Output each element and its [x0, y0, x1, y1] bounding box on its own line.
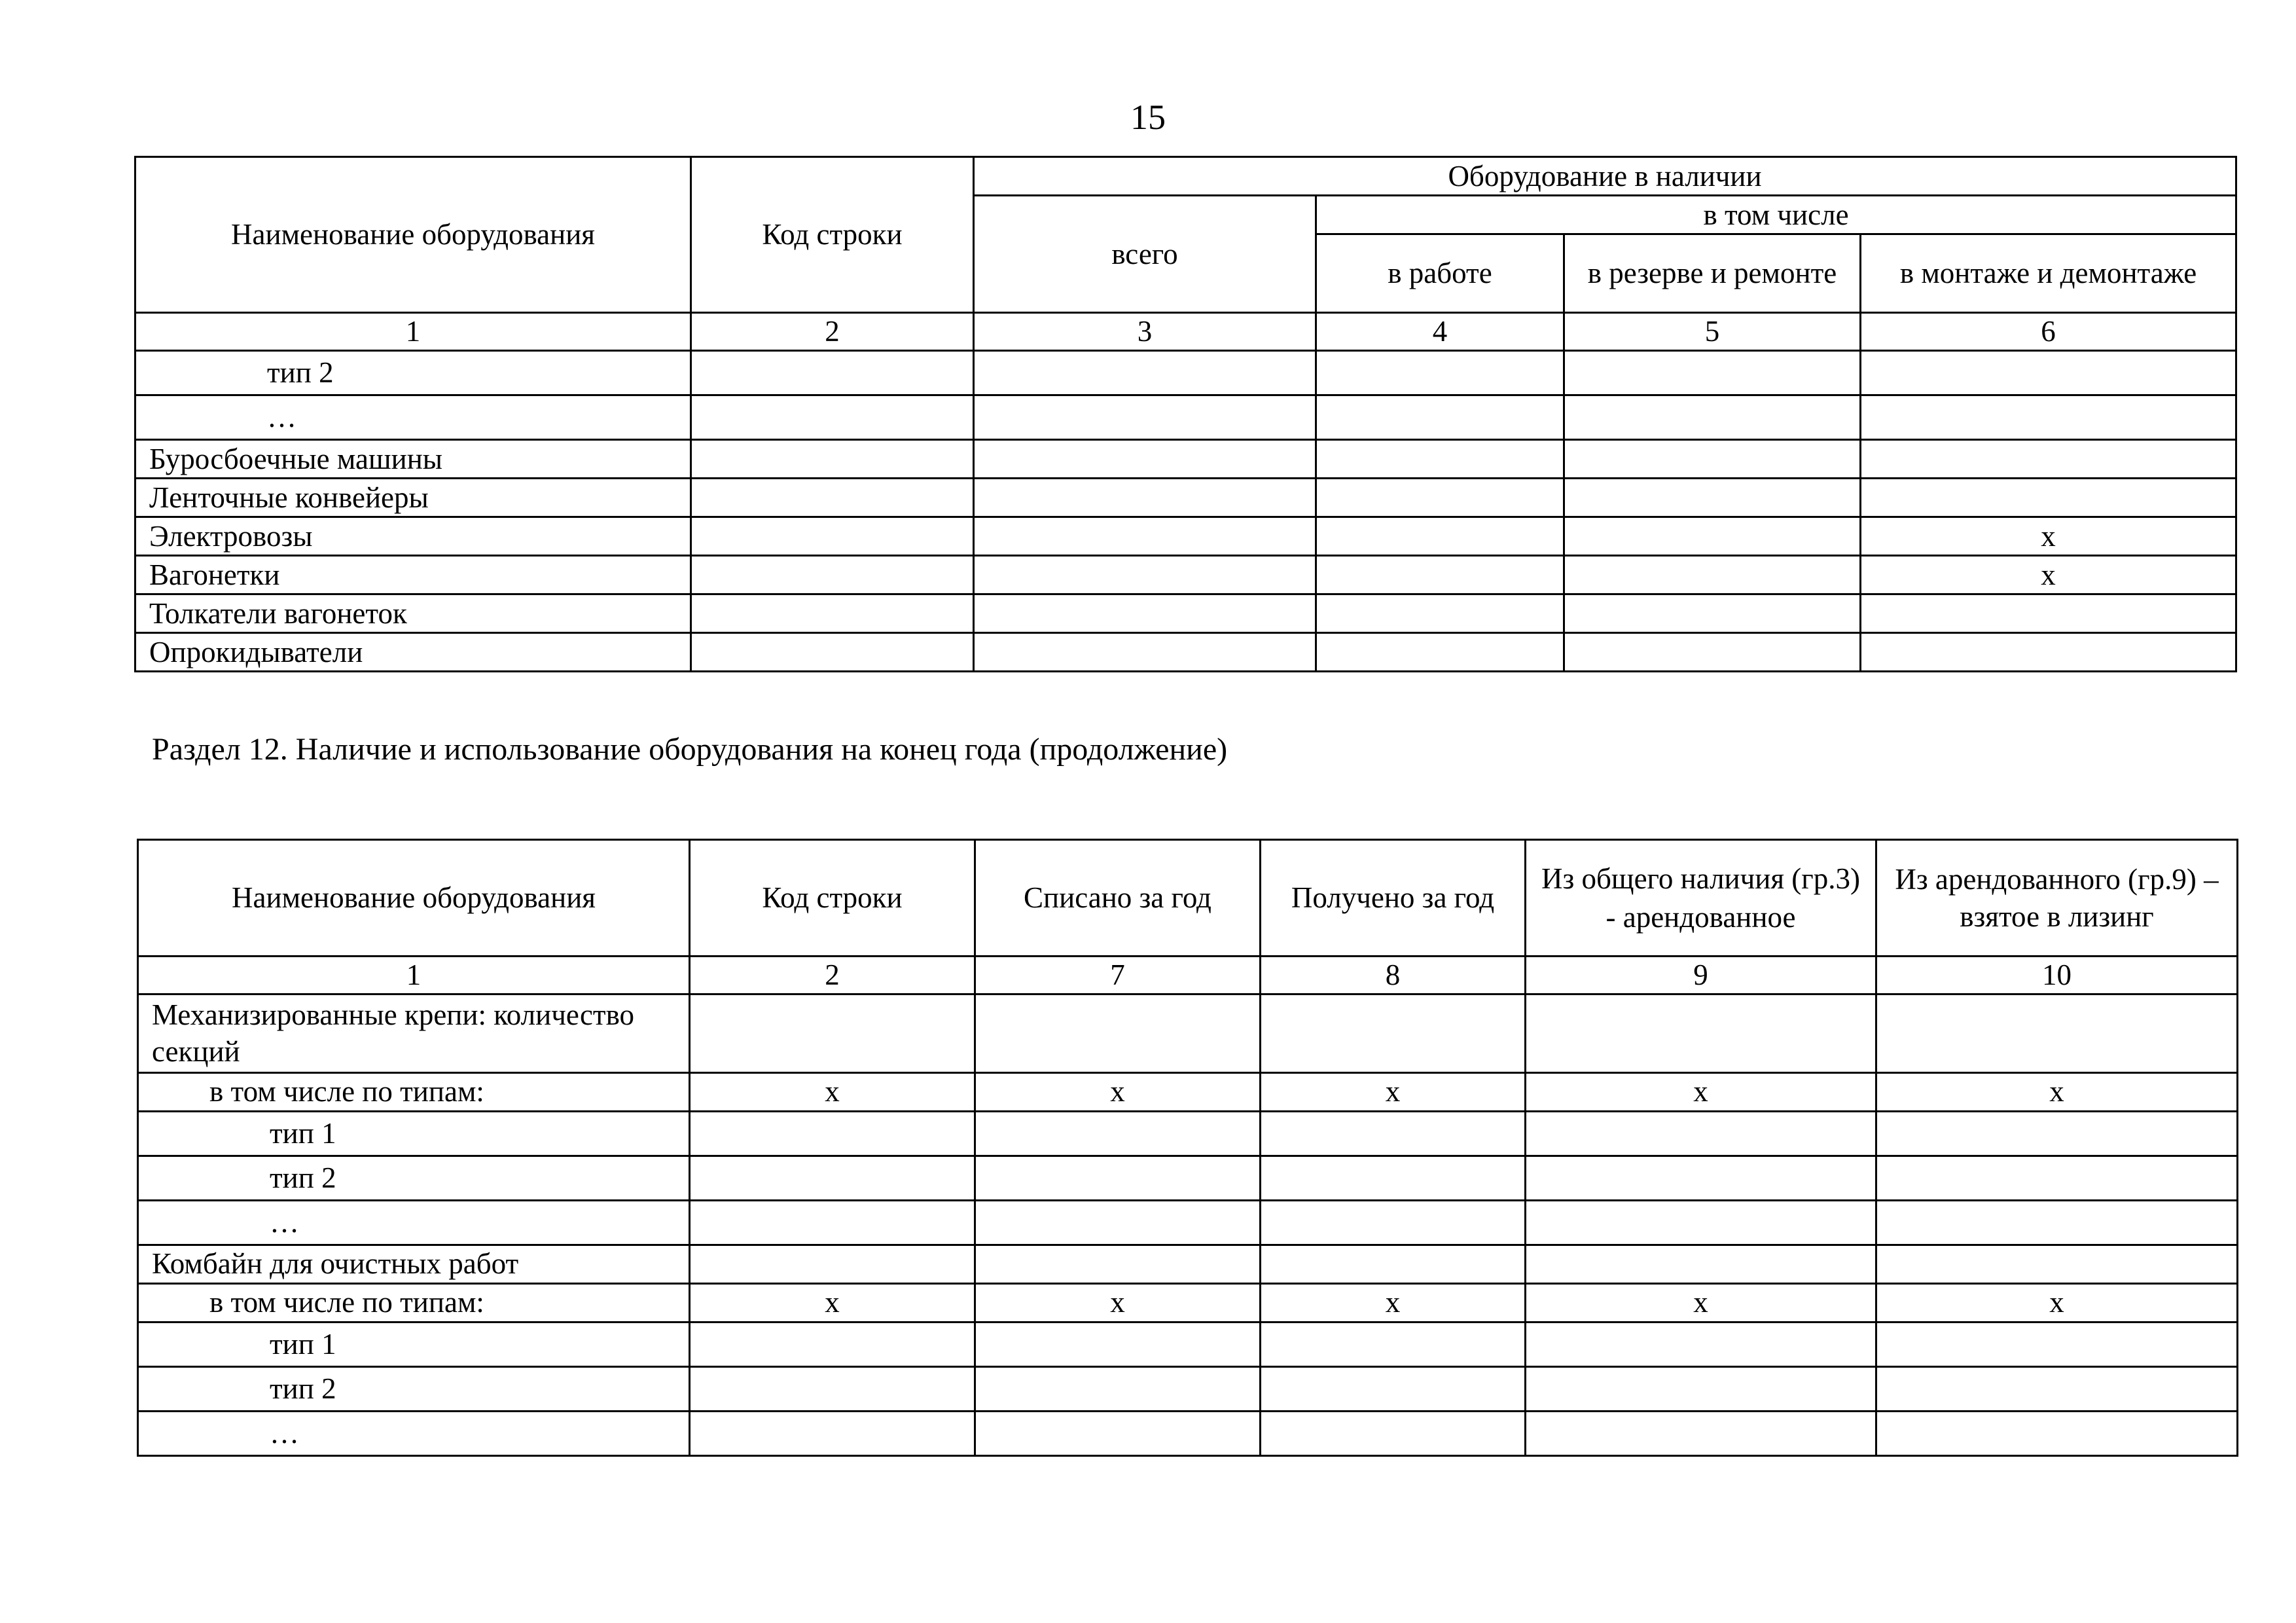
table-cell[interactable] [974, 351, 1316, 395]
table-row [138, 1366, 2238, 1411]
table-cell[interactable] [1564, 633, 1861, 672]
row-name: Комбайн для очистных работ [138, 1245, 690, 1283]
column-number: 1 [135, 313, 691, 351]
header-in-reserve-repair: в резерве и ремонте [1564, 234, 1861, 313]
row-name: Толкатели вагонеток [135, 594, 691, 633]
table-cell[interactable] [1526, 1322, 1876, 1366]
table-cell[interactable] [1876, 1366, 2238, 1411]
table-cell[interactable] [1261, 1245, 1526, 1283]
table-cell[interactable] [690, 1156, 975, 1200]
table-cell[interactable] [1316, 594, 1564, 633]
table-cell[interactable] [1526, 1200, 1876, 1245]
row-name: Механизированные крепи: количество секций [138, 994, 690, 1072]
header-received: Получено за год [1261, 840, 1526, 957]
table-cell[interactable] [1526, 1411, 1876, 1455]
table-cell[interactable] [975, 1411, 1261, 1455]
table-row [138, 1072, 2238, 1111]
equipment-usage-table [137, 839, 2238, 1457]
table-cell[interactable] [1526, 1111, 1876, 1156]
table-cell[interactable] [1261, 1156, 1526, 1200]
header-total: всего [974, 196, 1316, 313]
table-row [135, 479, 2236, 517]
header-in-assembly: в монтаже и демонтаже [1861, 234, 2236, 313]
column-number: 4 [1316, 313, 1564, 351]
header-leased: Из общего наличия (гр.3) - арендованное [1526, 840, 1876, 957]
table-row [135, 633, 2236, 672]
column-number: 1 [138, 957, 690, 994]
row-name: тип 1 [138, 1322, 690, 1366]
row-name: тип 2 [135, 351, 691, 395]
table-cell[interactable] [1526, 1156, 1876, 1200]
table-cell[interactable] [691, 517, 974, 556]
table-cell[interactable] [690, 1322, 975, 1366]
table-cell[interactable] [690, 1411, 975, 1455]
table-cell[interactable] [1316, 517, 1564, 556]
table-cell[interactable]: х [1876, 1283, 2238, 1322]
table-cell[interactable] [1564, 556, 1861, 594]
table-cell[interactable]: х [1526, 1072, 1876, 1111]
row-name: … [138, 1411, 690, 1455]
table-cell[interactable] [1526, 994, 1876, 1072]
row-name: в том числе по типам: [138, 1072, 690, 1111]
table-cell[interactable] [1526, 1366, 1876, 1411]
table-cell[interactable] [1261, 1200, 1526, 1245]
table-cell[interactable]: х [1261, 1283, 1526, 1322]
table-cell[interactable] [974, 440, 1316, 479]
table-row [135, 440, 2236, 479]
table-cell[interactable] [690, 1245, 975, 1283]
table-cell[interactable] [975, 1322, 1261, 1366]
table-cell[interactable] [1564, 351, 1861, 395]
table-row [138, 1322, 2238, 1366]
table-row [138, 1200, 2238, 1245]
column-number: 3 [974, 313, 1316, 351]
table-cell[interactable] [974, 556, 1316, 594]
table-cell[interactable] [1564, 440, 1861, 479]
table-cell[interactable] [1861, 351, 2236, 395]
table-cell[interactable] [1316, 351, 1564, 395]
row-name: … [135, 395, 691, 440]
column-numbers-row [135, 313, 2236, 351]
table-cell[interactable] [1861, 440, 2236, 479]
table-cell[interactable] [1861, 594, 2236, 633]
table-cell[interactable] [1316, 633, 1564, 672]
section-heading: Раздел 12. Наличие и использование оборудования на конец года (продолжение) [152, 732, 1228, 767]
table-cell[interactable]: х [1876, 1072, 2238, 1111]
table-cell[interactable] [691, 351, 974, 395]
table-cell[interactable] [1316, 479, 1564, 517]
table-cell[interactable] [1261, 994, 1526, 1072]
header-written-off: Списано за год [975, 840, 1261, 957]
table-cell[interactable] [974, 594, 1316, 633]
table-cell[interactable] [691, 594, 974, 633]
row-name: в том числе по типам: [138, 1283, 690, 1322]
table-cell[interactable] [1261, 1111, 1526, 1156]
table-cell[interactable]: х [690, 1283, 975, 1322]
table-cell[interactable] [1876, 1156, 2238, 1200]
table-cell[interactable]: х [1526, 1283, 1876, 1322]
table-cell[interactable] [974, 479, 1316, 517]
page-number: 15 [1130, 98, 1166, 137]
table-cell[interactable] [1564, 594, 1861, 633]
table-cell[interactable] [691, 395, 974, 440]
table-cell[interactable] [691, 556, 974, 594]
table-row [138, 1411, 2238, 1455]
column-number: 5 [1564, 313, 1861, 351]
column-number: 9 [1526, 957, 1876, 994]
table-cell[interactable] [690, 1366, 975, 1411]
column-numbers-row [138, 957, 2238, 994]
table-cell[interactable]: х [690, 1072, 975, 1111]
table-cell[interactable]: х [1861, 556, 2236, 594]
table-cell[interactable] [1261, 1366, 1526, 1411]
table-row [135, 351, 2236, 395]
table-cell[interactable] [975, 1156, 1261, 1200]
table-cell[interactable] [1564, 395, 1861, 440]
table-cell[interactable] [975, 994, 1261, 1072]
row-name: Ленточные конвейеры [135, 479, 691, 517]
column-number: 8 [1261, 957, 1526, 994]
header-equipment-available: Оборудование в наличии [974, 157, 2236, 196]
table-cell[interactable] [1876, 1245, 2238, 1283]
table-row [135, 594, 2236, 633]
table-cell[interactable]: х [975, 1283, 1261, 1322]
header-equipment-name: Наименование оборудования [135, 157, 691, 313]
table-row [138, 1156, 2238, 1200]
header-row-code: Код строки [691, 157, 974, 313]
table-row [138, 1283, 2238, 1322]
table-cell[interactable] [974, 395, 1316, 440]
table-cell[interactable] [1861, 633, 2236, 672]
table-cell[interactable] [975, 1111, 1261, 1156]
table-cell[interactable] [690, 1200, 975, 1245]
table-cell[interactable] [1876, 994, 2238, 1072]
table-cell[interactable] [1876, 1111, 2238, 1156]
table-row [135, 517, 2236, 556]
table-cell[interactable] [1316, 395, 1564, 440]
row-name: … [138, 1200, 690, 1245]
table-row [135, 556, 2236, 594]
row-name: тип 2 [138, 1156, 690, 1200]
table-cell[interactable] [1526, 1245, 1876, 1283]
row-name: тип 1 [138, 1111, 690, 1156]
table-cell[interactable]: х [1861, 517, 2236, 556]
equipment-availability-table [134, 156, 2237, 672]
column-number: 2 [690, 957, 975, 994]
table-cell[interactable] [1876, 1200, 2238, 1245]
column-number: 10 [1876, 957, 2238, 994]
table-cell[interactable] [690, 1111, 975, 1156]
table-cell[interactable] [1261, 1411, 1526, 1455]
table-row [135, 395, 2236, 440]
row-name: тип 2 [138, 1366, 690, 1411]
table-cell[interactable]: х [975, 1072, 1261, 1111]
table-cell[interactable] [1564, 479, 1861, 517]
table-cell[interactable] [691, 633, 974, 672]
column-number: 6 [1861, 313, 2236, 351]
table-cell[interactable] [975, 1200, 1261, 1245]
row-name: Буросбоечные машины [135, 440, 691, 479]
table-cell[interactable] [1316, 440, 1564, 479]
table-row [138, 1245, 2238, 1283]
row-name: Электровозы [135, 517, 691, 556]
header-in-work: в работе [1316, 234, 1564, 313]
header-row-code: Код строки [690, 840, 975, 957]
header-including: в том числе [1316, 196, 2236, 234]
table-cell[interactable] [690, 994, 975, 1072]
table-cell[interactable] [974, 517, 1316, 556]
table-cell[interactable] [1261, 1322, 1526, 1366]
table-cell[interactable] [974, 633, 1316, 672]
row-name: Опрокидыватели [135, 633, 691, 672]
column-number: 2 [691, 313, 974, 351]
table-cell[interactable] [975, 1366, 1261, 1411]
column-number: 7 [975, 957, 1261, 994]
header-equipment-name: Наименование оборудования [138, 840, 690, 957]
table-cell[interactable] [1564, 517, 1861, 556]
table-row [138, 1111, 2238, 1156]
table-cell[interactable] [1861, 395, 2236, 440]
table-cell[interactable]: х [1261, 1072, 1526, 1111]
table-cell[interactable] [1316, 556, 1564, 594]
table-cell[interactable] [691, 440, 974, 479]
header-leasing: Из арендованного (гр.9) – взятое в лизинг [1876, 840, 2238, 957]
table-row [138, 994, 2238, 1072]
table-cell[interactable] [1861, 479, 2236, 517]
table-cell[interactable] [975, 1245, 1261, 1283]
table-cell[interactable] [1876, 1322, 2238, 1366]
table-cell[interactable] [1876, 1411, 2238, 1455]
table-cell[interactable] [691, 479, 974, 517]
row-name: Вагонетки [135, 556, 691, 594]
